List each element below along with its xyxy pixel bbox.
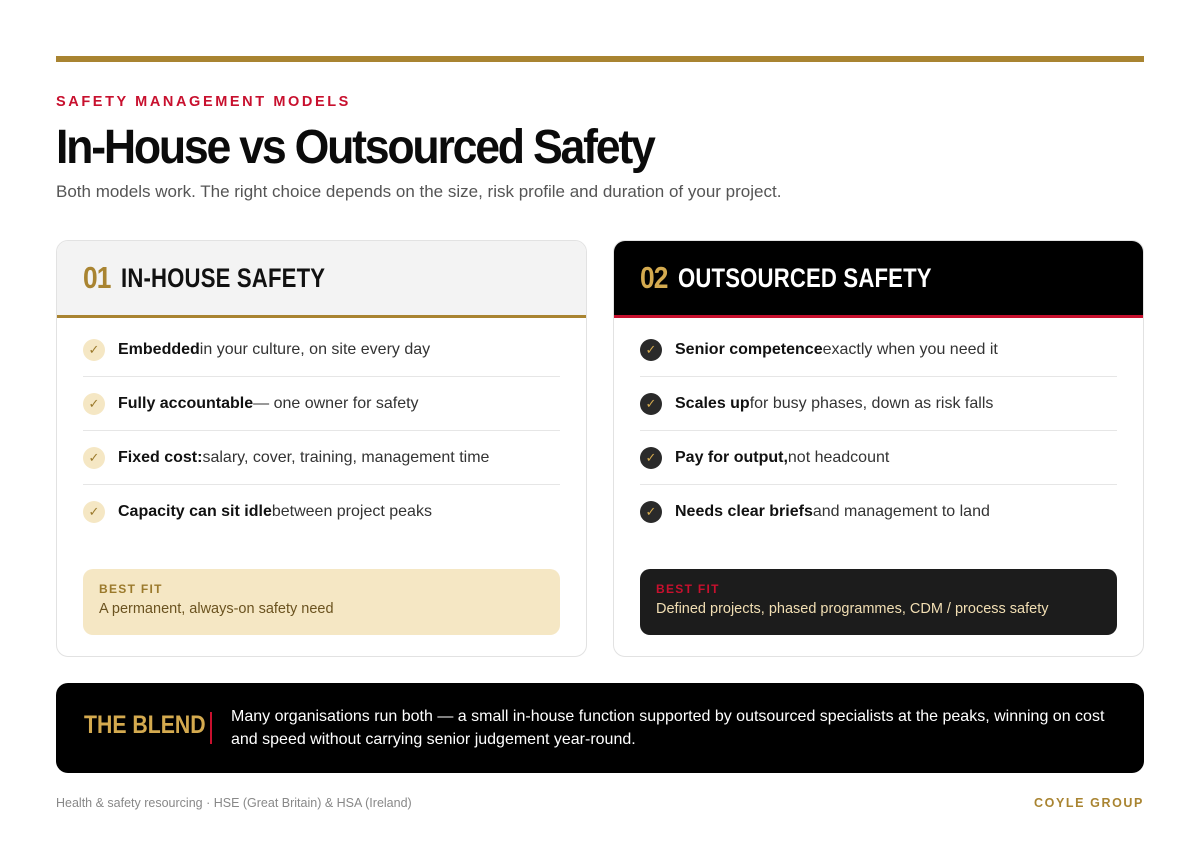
blend-banner	[56, 683, 1144, 773]
card-header	[614, 241, 1143, 318]
page-subtitle: Both models work. The right choice depends on the size, risk profile and duration of your project.	[56, 182, 782, 201]
item-bold: Fully accountable	[118, 394, 254, 412]
item-text: salary, cover, training, management time	[202, 448, 490, 466]
item-text: exactly when you need it	[822, 340, 998, 358]
item-bold: Capacity can sit idle	[118, 503, 272, 520]
list-item	[83, 377, 560, 431]
item-text: not headcount	[787, 448, 890, 466]
eyebrow: SAFETY MANAGEMENT MODELS	[56, 94, 351, 110]
check-icon: ✓	[640, 501, 662, 523]
check-icon: ✓	[640, 339, 662, 361]
top-rule	[56, 56, 1144, 62]
item-list	[57, 323, 586, 539]
item-list	[614, 323, 1143, 539]
card-number: 02	[640, 260, 668, 295]
list-item	[83, 431, 560, 485]
best-fit-label: BEST FIT	[99, 582, 163, 596]
item-text: and management to land	[812, 503, 990, 520]
best-fit-box	[640, 569, 1117, 635]
blend-divider	[210, 712, 212, 744]
footer-brand: COYLE GROUP	[1034, 796, 1144, 810]
blend-label: THE BLEND	[84, 711, 206, 739]
item-text: between project peaks	[271, 503, 432, 520]
item-bold: Fixed cost:	[118, 448, 203, 466]
item-bold: Pay for output,	[675, 448, 788, 466]
item-bold: Senior competence	[675, 340, 823, 358]
item-bold: Needs clear briefs	[675, 503, 813, 520]
check-icon: ✓	[83, 339, 105, 361]
list-item	[640, 431, 1117, 485]
footer-note: Health & safety resourcing · HSE (Great Britain) & HSA (Ireland)	[56, 796, 412, 810]
item-text: in your culture, on site every day	[199, 340, 431, 358]
card-title: IN-HOUSE SAFETY	[121, 262, 326, 293]
best-fit-box	[83, 569, 560, 635]
list-item	[640, 485, 1117, 539]
card-title: OUTSOURCED SAFETY	[678, 262, 932, 293]
item-text: for busy phases, down as risk falls	[749, 394, 994, 412]
check-icon: ✓	[640, 393, 662, 415]
best-fit-text: A permanent, always-on safety need	[99, 601, 334, 617]
item-text: — one owner for safety	[253, 394, 419, 412]
list-item	[640, 377, 1117, 431]
page-title: In-House vs Outsourced Safety	[56, 121, 654, 174]
check-icon: ✓	[83, 393, 105, 415]
list-item	[640, 323, 1117, 377]
list-item	[83, 485, 560, 539]
card-number: 01	[83, 260, 111, 295]
list-item	[83, 323, 560, 377]
check-icon: ✓	[83, 501, 105, 523]
in-house-card	[56, 240, 587, 657]
best-fit-label: BEST FIT	[656, 582, 720, 596]
check-icon: ✓	[83, 447, 105, 469]
check-icon: ✓	[640, 447, 662, 469]
best-fit-text: Defined projects, phased programmes, CDM / process safety	[656, 601, 1049, 617]
outsourced-card	[613, 240, 1144, 657]
card-header	[57, 241, 586, 318]
item-bold: Embedded	[118, 340, 200, 358]
blend-text: Many organisations run both — a small in-house function supported by outsourced specialists at the peaks, winning on cost and speed without carrying senior judgement year-round.	[231, 708, 1105, 748]
item-bold: Scales up	[675, 394, 750, 412]
